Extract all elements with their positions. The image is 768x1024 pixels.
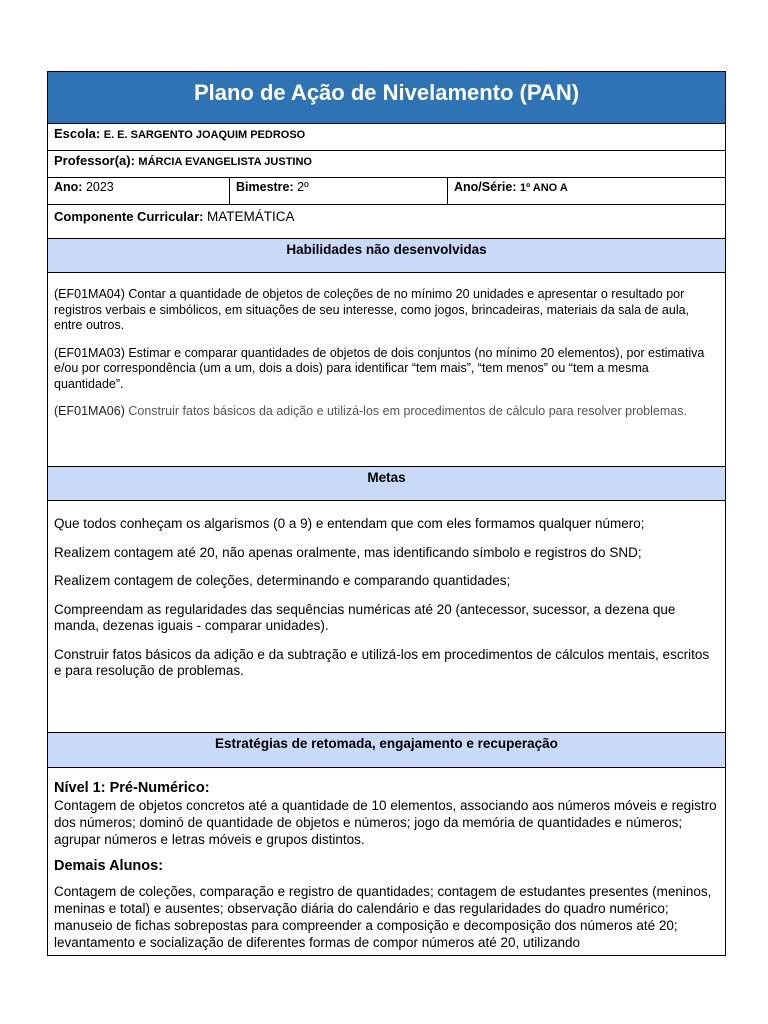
demais-title: Demais Alunos: xyxy=(54,858,164,874)
bimestre-value: 2º xyxy=(297,180,309,194)
ano-label: Ano: xyxy=(54,180,83,194)
componente-row xyxy=(48,205,725,239)
meta-item: Construir fatos básicos da adição e da subtração e utilizá-los em procedimentos de cálculos mentais, escritos e para resolução de problemas. xyxy=(54,646,710,678)
metas-section xyxy=(48,501,725,733)
habilidade-item: (EF01MA03) Estimar e comparar quantidades de objetos de dois conjuntos (no mínimo 20 elementos), por estimativa e/ou por correspondência (um a um, dois a dois) para identificar “tem mais”, “tem menos” ou “tem a mesma quantidade”. xyxy=(54,345,705,391)
escola-value: E. E. SARGENTO JOAQUIM PEDROSO xyxy=(103,129,306,141)
bimestre-cell xyxy=(229,178,447,204)
estrategias-content xyxy=(54,780,719,951)
meta-item: Realizem contagem até 20, não apenas oralmente, mas identificando símbolo e registros do SND; xyxy=(54,544,642,560)
ano-row xyxy=(48,178,725,205)
estrategias-heading: Estratégias de retomada, engajamento e recuperação xyxy=(48,733,725,768)
meta-item: Compreendam as regularidades das sequências numéricas até 20 (antecessor, sucessor, a dezena que manda, dezenas iguais - comparar unidades). xyxy=(54,601,676,633)
ano-serie-label: Ano/Série: xyxy=(454,180,517,194)
habilidade-item: (EF01MA04) Contar a quantidade de objetos de coleções de no mínimo 20 unidades e apresentar o resultado por registros verbais e simbólicos, em situações de seu interesse, como jogos, brincadeiras, materiais da sala de aula, entre outros. xyxy=(54,287,690,332)
metas-list xyxy=(54,516,719,692)
habilidade-text: Construir fatos básicos da adição e utilizá-los em procedimentos de cálculo para resolver problemas. xyxy=(128,404,687,418)
metas-heading: Metas xyxy=(48,467,725,501)
document-table xyxy=(47,71,726,956)
ano-value: 2023 xyxy=(85,180,114,194)
estrategias-section xyxy=(48,768,725,955)
document-title: Plano de Ação de Nivelamento (PAN) xyxy=(48,72,725,124)
nivel1-text: Contagem de objetos concretos até a quantidade de 10 elementos, associando aos números móveis e registro dos números; dominó de quantidade de objetos e números; jogo da memória de quantidades e números; agrupar números e letras móveis e grupos distintos. xyxy=(54,798,717,847)
escola-row xyxy=(48,124,725,151)
habilidade-item xyxy=(54,404,719,420)
ano-serie-value: 1º ANO A xyxy=(520,182,568,194)
demais-text: Contagem de coleções, comparação e registro de quantidades; contagem de estudantes presentes (meninos, meninas e total) e ausentes; observação diária do calendário e das regularidades do quadro numérico; manuseio de fichas sobrepostas para compreender a composição e decomposição dos números até 20; levantamento e socialização de diferentes formas de compor números até 20, utilizando xyxy=(54,884,712,950)
habilidade-code: (EF01MA06) xyxy=(54,404,125,418)
escola-label: Escola: xyxy=(54,126,101,141)
habilidades-list xyxy=(54,287,719,432)
bimestre-label: Bimestre: xyxy=(236,180,294,194)
ano-cell xyxy=(48,178,229,204)
nivel1-title: Nível 1: Pré-Numérico: xyxy=(54,780,210,796)
professor-label: Professor(a): xyxy=(54,153,135,168)
componente-label: Componente Curricular: xyxy=(54,209,204,224)
habilidades-heading: Habilidades não desenvolvidas xyxy=(48,239,725,273)
meta-item: Que todos conheçam os algarismos (0 a 9) e entendam que com eles formamos qualquer número; xyxy=(54,516,645,531)
professor-row xyxy=(48,151,725,178)
habilidades-section xyxy=(48,273,725,467)
ano-serie-cell xyxy=(447,178,725,204)
professor-value: MÁRCIA EVANGELISTA JUSTINO xyxy=(138,156,312,168)
meta-item: Realizem contagem de coleções, determinando e comparando quantidades; xyxy=(54,573,511,588)
componente-value: MATEMÁTICA xyxy=(207,209,295,224)
